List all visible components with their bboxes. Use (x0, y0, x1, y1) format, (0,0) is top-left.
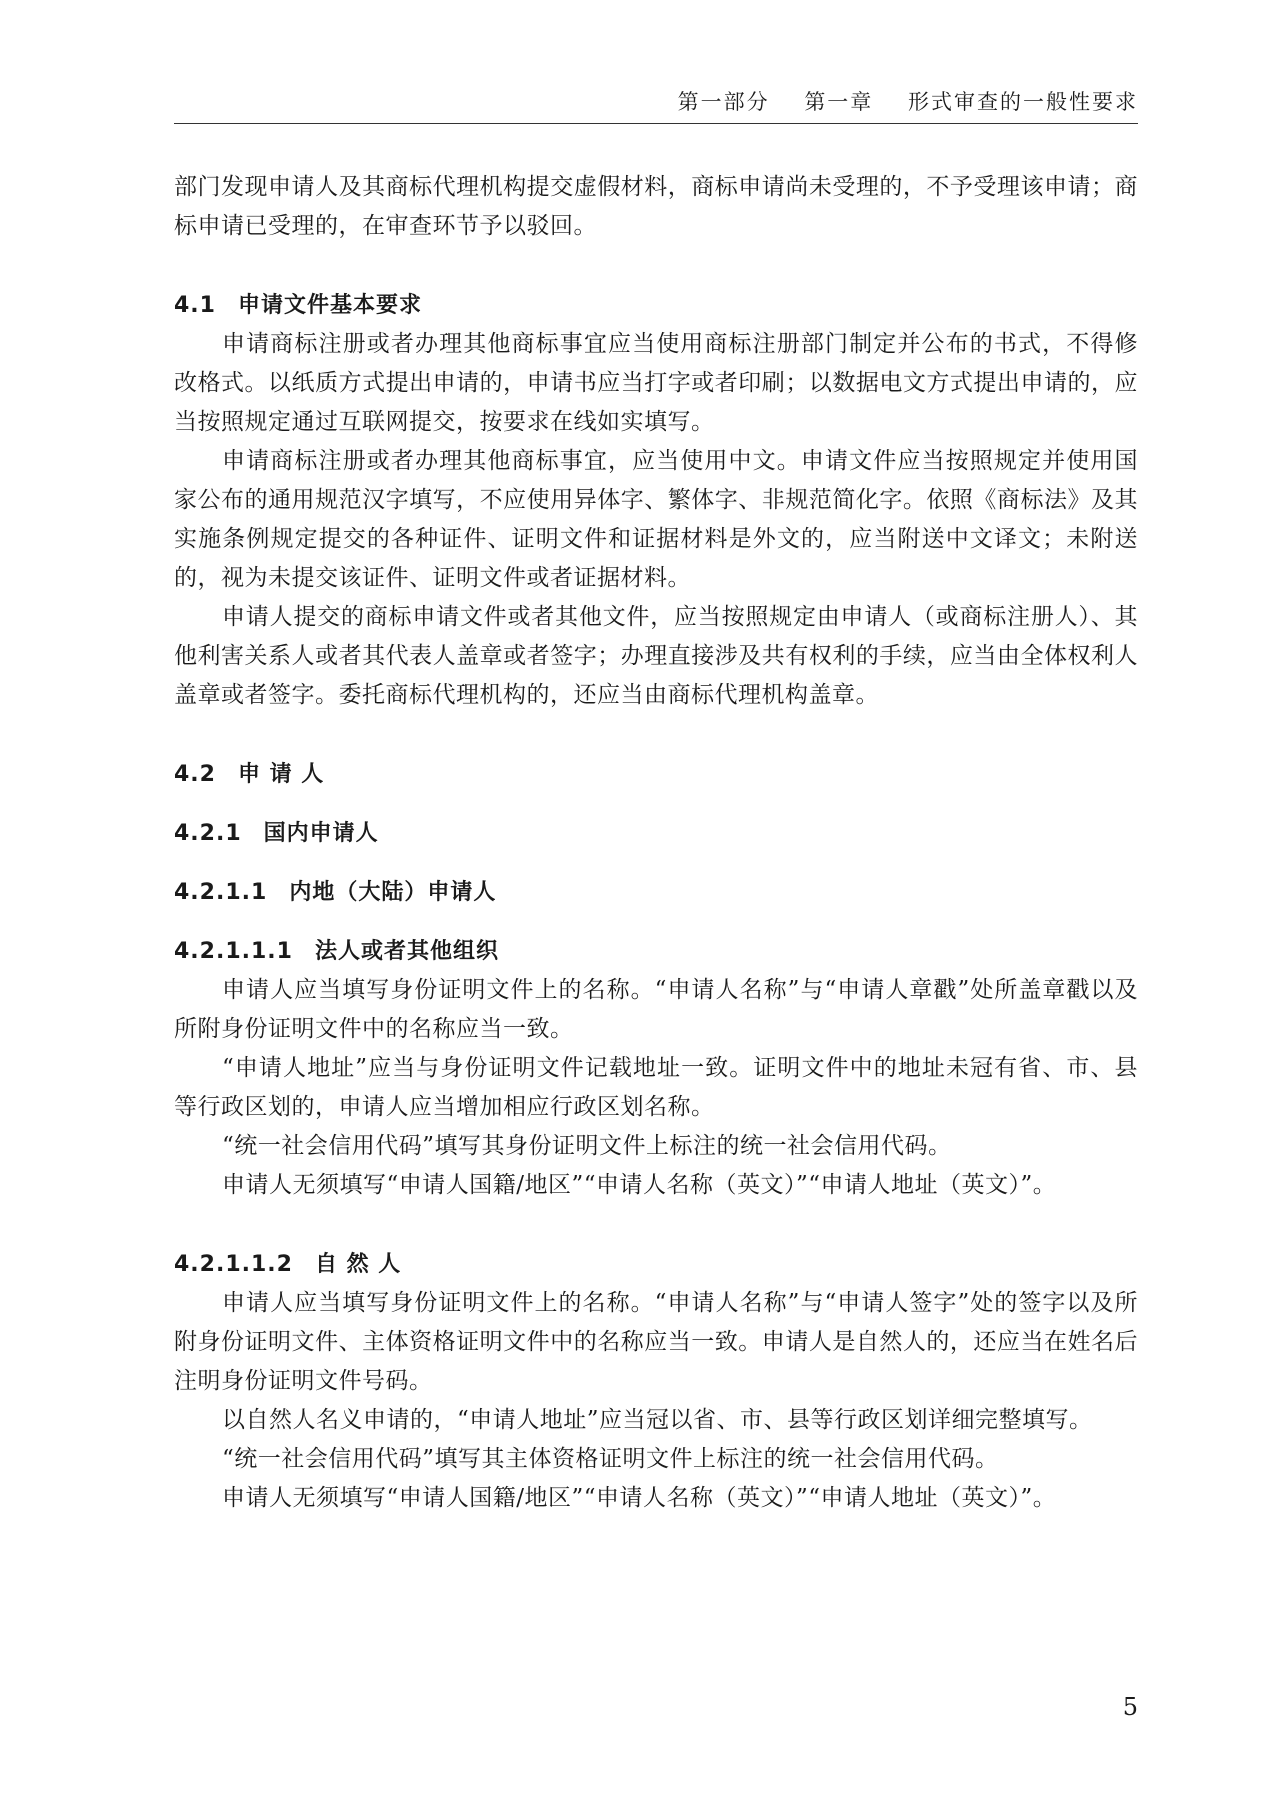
paragraph: 申请商标注册或者办理其他商标事宜应当使用商标注册部门制定并公布的书式，不得修改格式。以纸质方式提出申请的，申请书应当打字或者印刷；以数据电文方式提出申请的，应当按照规定通过互联网提交，按要求在线如实填写。 (174, 331, 1138, 435)
paragraph: 申请人无须填写“申请人国籍/地区”“申请人名称（英文）”“申请人地址（英文）”。 (222, 1485, 1057, 1511)
section-title: 国内申请人 (263, 821, 379, 846)
header-title: 形式审查的一般性要求 (908, 90, 1138, 114)
section-heading-4-2-1-1-2 (174, 1245, 1138, 1284)
header-divider (174, 123, 1138, 124)
section-number: 4.2.1 (174, 821, 242, 846)
paragraph: 申请商标注册或者办理其他商标事宜，应当使用中文。申请文件应当按照规定并使用国家公布的通用规范汉字填写，不应使用异体字、繁体字、非规范简化字。依照《商标法》及其实施条例规定提交的各种证件、证明文件和证据材料是外文的，应当附送中文译文；未附送的，视为未提交该证件、证明文件或者证据材料。 (174, 448, 1138, 591)
section-heading-4-2-1-1 (174, 873, 1138, 912)
section-heading-4-2 (174, 755, 1138, 794)
paragraph: “申请人地址”应当与身份证明文件记载地址一致。证明文件中的地址未冠有省、市、县等行政区划的，申请人应当增加相应行政区划名称。 (174, 1055, 1138, 1120)
section-title: 法人或者其他组织 (314, 939, 499, 964)
section-number: 4.2.1.1 (174, 880, 268, 905)
intro-paragraph: 部门发现申请人及其商标代理机构提交虚假材料，商标申请尚未受理的，不予受理该申请；商标申请已受理的，在审查环节予以驳回。 (174, 174, 1138, 239)
section-title: 申请文件基本要求 (237, 293, 422, 318)
section-number: 4.2.1.1.1 (174, 939, 293, 964)
section-title: 自 然 人 (314, 1252, 402, 1277)
header-chapter: 第一章 (804, 90, 874, 114)
running-header (174, 86, 1138, 116)
paragraph: 申请人应当填写身份证明文件上的名称。“申请人名称”与“申请人签字”处的签字以及所附身份证明文件、主体资格证明文件中的名称应当一致。申请人是自然人的，还应当在姓名后注明身份证明文件号码。 (174, 1290, 1138, 1394)
section-heading-4-2-1 (174, 814, 1138, 853)
paragraph: 以自然人名义申请的，“申请人地址”应当冠以省、市、县等行政区划详细完整填写。 (222, 1407, 1093, 1433)
paragraph: “统一社会信用代码”填写其主体资格证明文件上标注的统一社会信用代码。 (222, 1446, 999, 1472)
section-number: 4.2.1.1.2 (174, 1252, 293, 1277)
header-part: 第一部分 (677, 90, 770, 114)
page-body (174, 168, 1138, 1518)
paragraph: 申请人无须填写“申请人国籍/地区”“申请人名称（英文）”“申请人地址（英文）”。 (222, 1172, 1057, 1198)
page-number: 5 (1122, 1693, 1138, 1721)
section-number: 4.2 (174, 762, 216, 787)
paragraph: “统一社会信用代码”填写其身份证明文件上标注的统一社会信用代码。 (222, 1133, 952, 1159)
paragraph: 申请人提交的商标申请文件或者其他文件，应当按照规定由申请人（或商标注册人）、其他利害关系人或者其代表人盖章或者签字；办理直接涉及共有权利的手续，应当由全体权利人盖章或者签字。委托商标代理机构的，还应当由商标代理机构盖章。 (174, 604, 1138, 708)
paragraph: 申请人应当填写身份证明文件上的名称。“申请人名称”与“申请人章戳”处所盖章戳以及所附身份证明文件中的名称应当一致。 (174, 977, 1138, 1042)
section-heading-4-2-1-1-1 (174, 932, 1138, 971)
section-heading-4-1 (174, 286, 1138, 325)
section-title: 申 请 人 (237, 762, 325, 787)
section-title: 内地（大陆）申请人 (289, 880, 497, 905)
section-number: 4.1 (174, 293, 216, 318)
